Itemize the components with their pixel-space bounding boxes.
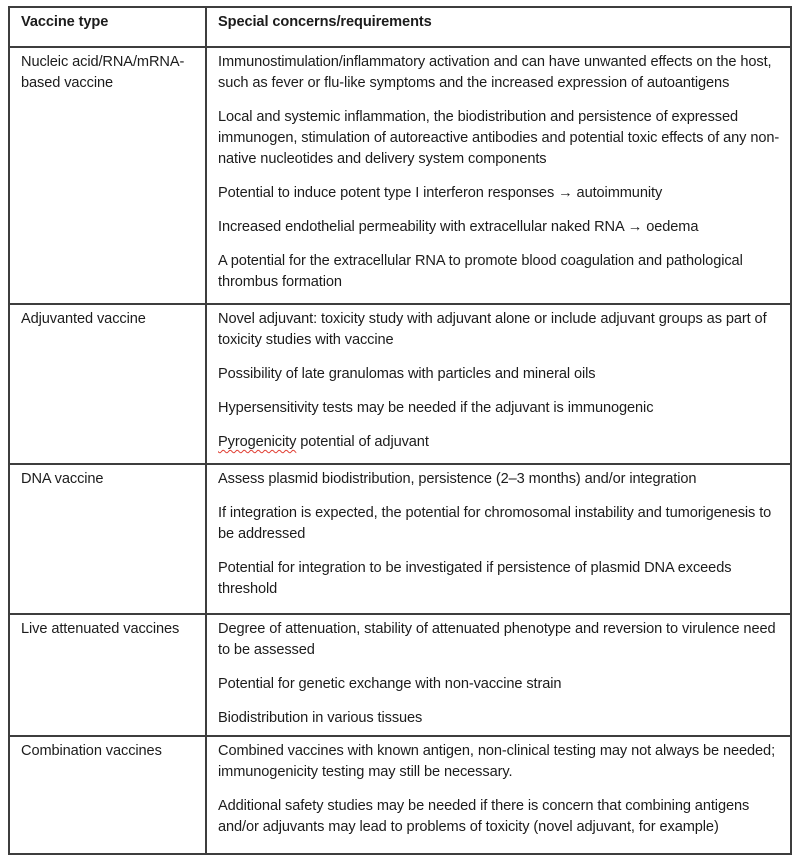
concern-paragraph: Local and systemic inflammation, the biodistribution and persistence of expressed immunogen, stimulation of autoreactive antibodies and potential toxic effects of any non-native nucleotides and delivery system components: [218, 109, 780, 167]
table-row: [9, 736, 791, 854]
table-row: [9, 464, 791, 614]
column-header-vaccine-type: Vaccine type: [9, 7, 206, 47]
concern-paragraph: Biodistribution in various tissues: [218, 710, 423, 726]
concern-paragraph: Assess plasmid biodistribution, persistence (2–3 months) and/or integration: [218, 471, 697, 487]
concern-paragraph: Degree of attenuation, stability of attenuated phenotype and reversion to virulence need to be assessed: [218, 621, 776, 658]
table-row: [9, 614, 791, 736]
header-row: [9, 7, 791, 47]
concerns-cell: [206, 464, 791, 614]
vaccine-type-cell: Live attenuated vaccines: [9, 614, 206, 736]
vaccine-type-cell: Nucleic acid/RNA/mRNA-based vaccine: [9, 47, 206, 304]
concern-paragraph: Pyrogenicity potential of adjuvant: [218, 434, 429, 450]
concern-paragraph: If integration is expected, the potential for chromosomal instability and tumorigenesis to be addressed: [218, 505, 772, 542]
table-body: [9, 47, 791, 854]
concern-paragraph: Additional safety studies may be needed if there is concern that combining antigens and/or adjuvants may lead to problems of toxicity (novel adjuvant, for example): [218, 798, 750, 835]
concerns-cell: [206, 304, 791, 464]
misspelled-word: Pyrogenicity: [218, 434, 297, 450]
vaccine-type-cell: Combination vaccines: [9, 736, 206, 854]
concern-paragraph: Possibility of late granulomas with particles and mineral oils: [218, 366, 596, 382]
concern-paragraph: A potential for the extracellular RNA to promote blood coagulation and pathological thrombus formation: [218, 253, 743, 290]
concern-paragraph: Hypersensitivity tests may be needed if the adjuvant is immunogenic: [218, 400, 654, 416]
concerns-cell: [206, 47, 791, 304]
concerns-cell: [206, 614, 791, 736]
column-header-special-concerns: Special concerns/requirements: [206, 7, 791, 47]
vaccine-type-cell: DNA vaccine: [9, 464, 206, 614]
concern-paragraph: Potential for integration to be investigated if persistence of plasmid DNA exceeds threshold: [218, 560, 732, 597]
concern-paragraph: Increased endothelial permeability with extracellular naked RNA → oedema: [218, 219, 699, 235]
table-row: [9, 47, 791, 304]
concern-paragraph: Novel adjuvant: toxicity study with adjuvant alone or include adjuvant groups as part of toxicity studies with vaccine: [218, 311, 767, 348]
concern-paragraph: Immunostimulation/inflammatory activation and can have unwanted effects on the host, such as fever or flu-like symptoms and the increased expression of autoantigens: [218, 54, 772, 91]
vaccine-concerns-table: [8, 6, 792, 855]
concern-paragraph: Potential to induce potent type I interferon responses → autoimmunity: [218, 185, 663, 201]
concerns-cell: [206, 736, 791, 854]
concern-paragraph: Combined vaccines with known antigen, non-clinical testing may not always be needed; immunogenicity testing may still be necessary.: [218, 743, 776, 780]
table-row: [9, 304, 791, 464]
vaccine-type-cell: Adjuvanted vaccine: [9, 304, 206, 464]
concern-paragraph: Potential for genetic exchange with non-vaccine strain: [218, 676, 562, 692]
